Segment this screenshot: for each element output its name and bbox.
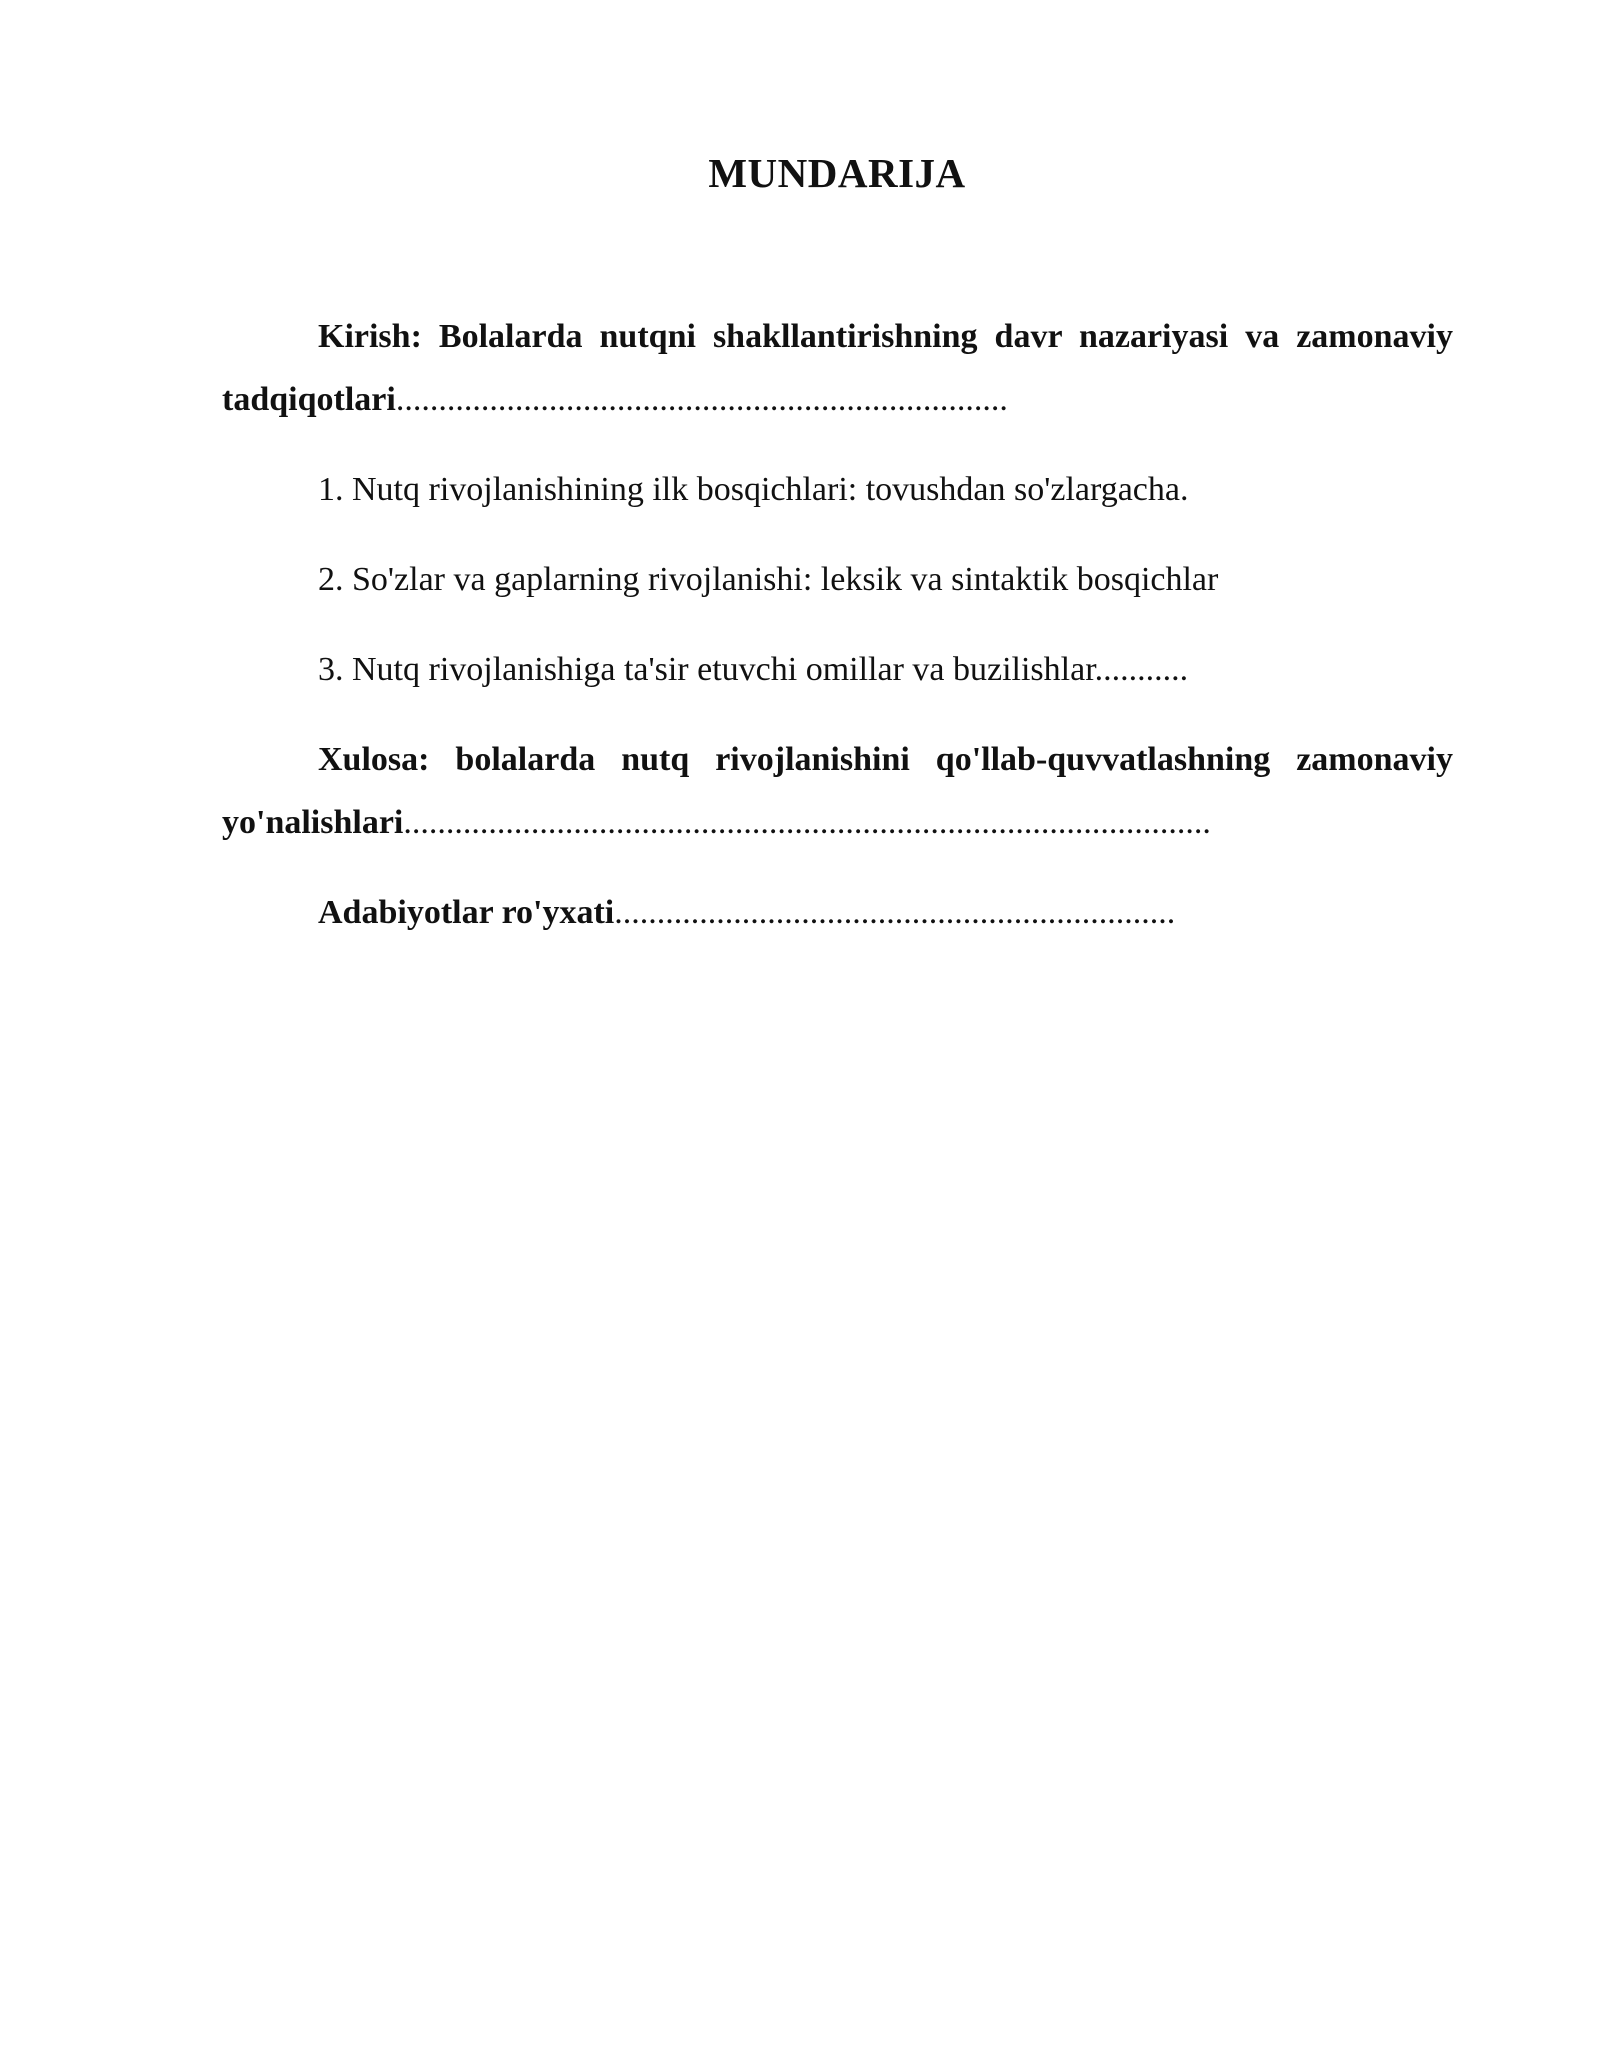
toc-entry-conclusion[interactable] — [222, 728, 1453, 854]
toc-entry-introduction[interactable] — [222, 305, 1453, 431]
toc-entry-leader: .................................................................. — [614, 894, 1176, 931]
toc-entry-chapter-2[interactable] — [222, 548, 1453, 611]
toc-entry-label: 3. Nutq rivojlanishiga ta'sir etuvchi omillar va buzilishlar — [318, 651, 1095, 688]
toc-entry-leader: ........................................................................ — [395, 381, 1008, 418]
toc-entry-label: 2. So'zlar va gaplarning rivojlanishi: leksik va sintaktik bosqichlar — [318, 561, 1219, 598]
toc-entry-label: 1. Nutq rivojlanishining ilk bosqichlari: tovushdan so'zlargacha. — [318, 471, 1189, 508]
page-title: MUNDARIJA — [708, 150, 966, 196]
table-of-contents — [222, 305, 1453, 944]
toc-entry-chapter-3[interactable] — [222, 638, 1453, 701]
toc-entry-label: Kirish: Bolalarda nutqni shakllantirishning davr nazariyasi va zamonaviy tadqiqotlari — [222, 318, 1453, 418]
toc-entry-label: Xulosa: bolalarda nutq rivojlanishini qo'llab-quvvatlashning zamonaviy yo'nalishlari — [222, 741, 1453, 841]
toc-entry-references[interactable] — [222, 881, 1453, 944]
toc-entry-label: Adabiyotlar ro'yxati — [318, 894, 615, 931]
toc-entry-chapter-1[interactable] — [222, 458, 1453, 521]
toc-entry-leader: ........... — [1094, 651, 1189, 688]
toc-entry-leader: ............................................................................................... — [403, 804, 1211, 841]
